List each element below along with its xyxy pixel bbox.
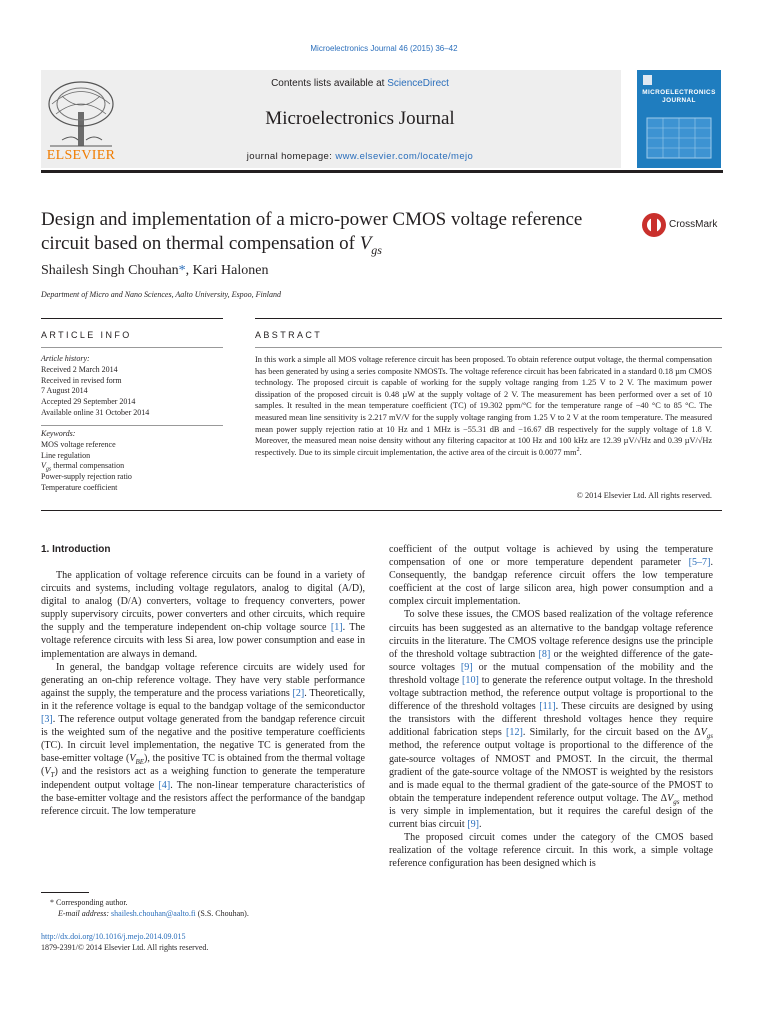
elsevier-wordmark: ELSEVIER (46, 148, 116, 163)
doi-link[interactable]: http://dx.doi.org/10.1016/j.mejo.2014.09.015 (41, 932, 186, 941)
abstract-text: In this work a simple all MOS voltage reference circuit has been proposed. To obtain reference output voltage, the thermal compensation has been generated by using a series composite NMOSTs. The voltage reference circuit has been fabricated in a standard 0.18 µm CMOS technology. The proposed circuit is capable of working for the supply voltage ranging from 1.25 V to 2 V. The maximum power dissipation of the proposed circuit is 0.48 µW at the supply voltage of 2 V. The measurement has been performed over a set of 10 samples. It resulted in the mean temperature coefficient (TC) of 19.302 ppm/°C for the temperature range of −40 °C to 85 °C. The measured mean line sensitivity is 2.217 mV/V for the supply voltage ranging from 1.25 V to 2 V at the room temperature. The measured mean power supply rejection ratio at 10 Hz and 1 MHz is −55.31 dB and −16.67 dB respectively for the supply voltage of 1.8 V. Moreover, the measured mean noise density without any filtering capacitor at 100 Hz and 100 kHz are 12.39 µV/√Hz and 0.39 µV/√Hz respectively. Due to its simple circuit implementation, the active area of the circuit is 0.0077 $mm^2$. (255, 355, 712, 457)
journal-title: Microelectronics Journal (265, 108, 455, 129)
body-left-column: The application of voltage reference circuits can be found in a variety of circuits and systems, including voltage regulators, analog to digital (A/D), digital to analog (D/A) converters, voltage to frequency converters, power supply supervisory circuits, power converters and other circuits, which require the supply and the temperature independent on-chip voltage source [1]. The voltage reference circuits with less Si area, low power consumption and ease in implementation are always in demand. In general, the bandgap voltage reference circuits are widely used for generating an on-chip reference voltage. They have very stable performance against the supply, the temperature and the process variations [2]. Theoretically, in it the reference voltage is equal to the bandgap voltage of the semiconductor [3]. The reference output voltage generated from the bandgap reference circuit is the weighted sum of the negative and the positive temperature coefficients (TC). In circuit level implementation, the negative TC is generated from the base-emitter voltage $(V_{BE})$, the positive TC is obtained from the thermal voltage $(V_T)$ and the resistors act as a weighing function to generate the temperature independent output voltage [4]. The non-linear temperature characteristics of the base-emitter voltage and the resistors affect the performance of the bandgap reference circuit. The low temperature (41, 570, 366, 817)
ref-9[interactable]: [9] (460, 661, 473, 673)
cover-chip-graphic (641, 114, 717, 164)
cover-logo-icon (643, 75, 652, 85)
info-rule (41, 318, 223, 319)
footnote: * Corresponding author. E-mail address: shailesh.chouhan@aalto.fi (S.S. Chouhan). (50, 898, 249, 918)
body-right-column: coefficient of the output voltage is achieved by using the temperature compensation of one or more temperature dependent parameter [5–7]. Consequently, the bandgap reference circuit offers the low temperature coefficient at the cost of large silicon area, high power consumption and a complex circuit implementation. To solve these issues, the CMOS based realization of the voltage reference circuits has been suggested as an alternative to the bandgap voltage reference circuits in the literature. The CMOS voltage reference designs use the principle of the threshold voltage subtraction [8] or the weighted difference of the gate-source voltages [9] or the mutual compensation of the mobility and the threshold voltage [10] to generate the reference output voltage. In the threshold voltage subtraction method, the reference output voltage is proportional to the difference of the threshold voltages [11]. These circuits are designed by using the transistors with the different threshold voltages hence they require additional fabrication steps [12]. Similarly, for the circuit based on the $\Delta V_{gs}$ method, the reference output voltage is proportional to the difference of the gate-source voltages of NMOST and PMOST. In the circuit, the thermal gradient of the gate-source voltage of the NMOST is weighted by the resistors and is made equal to the thermal gradient of the gate-source of the PMOST to obtain the temperature independent reference output voltage. The $\Delta V_{gs}$ method is very simple in implementation, but it requires the careful design of the current bias circuit [9]. The proposed circuit comes under the category of the CMOS based realization of the voltage reference circuit. In this work, a simple voltage reference configuration has been designed which is (389, 544, 714, 870)
contents-line: Contents lists available at ScienceDirect (271, 78, 449, 89)
journal-homepage: journal homepage: www.elsevier.com/locate/mejo (246, 151, 474, 162)
cover-title: MICROELECTRONICS JOURNAL (642, 89, 716, 104)
crossmark-icon (641, 210, 667, 240)
corresponding-author-mark[interactable]: * (178, 263, 186, 278)
author-email-link[interactable]: shailesh.chouhan@aalto.fi (111, 909, 196, 918)
info-subrule (41, 347, 223, 348)
ref-8[interactable]: [8] (538, 648, 551, 660)
section-introduction: 1. Introduction (41, 544, 111, 555)
ref-5-7[interactable]: [5–7] (688, 557, 711, 569)
header-rule (41, 170, 723, 173)
article-info-heading: ARTICLE INFO (41, 330, 132, 340)
affiliation: Department of Micro and Nano Sciences, Aalto University, Espoo, Finland (41, 290, 281, 299)
article-history: Article history: Received 2 March 2014 Received in revised form 7 August 2014 Accepted 29 September 2014 Available online 31 October 2014 (41, 354, 150, 417)
ref-3[interactable]: [3] (41, 714, 53, 726)
abstract-subrule (255, 347, 722, 348)
paper-title: Design and implementation of a micro-power CMOS voltage reference circuit based on thermal compensation of $V_{gs}$ (41, 209, 583, 257)
keywords-rule (41, 425, 223, 426)
sciencedirect-link[interactable]: ScienceDirect (387, 78, 449, 89)
journal-cover (637, 70, 721, 168)
keywords: Keywords: MOS voltage reference Line regulation $V_{gs}$ thermal compensation Power-supply rejection ratio Temperature coefficient (41, 429, 132, 492)
ref-11[interactable]: [11] (539, 701, 556, 713)
ref-1[interactable]: [1] (330, 622, 343, 634)
ref-9b[interactable]: [9] (467, 818, 479, 830)
issn-line: 1879-2391/© 2014 Elsevier Ltd. All rights reserved. (41, 943, 209, 952)
authors: Shailesh Singh Chouhan*, Kari Halonen (41, 263, 269, 278)
footnote-rule (41, 892, 89, 893)
crossmark-button[interactable]: CrossMark (641, 210, 721, 242)
ref-12[interactable]: [12] (506, 727, 523, 739)
abstract-heading: ABSTRACT (255, 330, 323, 340)
abstract-copyright: © 2014 Elsevier Ltd. All rights reserved. (576, 491, 712, 500)
ref-2[interactable]: [2] (292, 687, 305, 699)
abstract-rule (255, 318, 722, 319)
ref-4[interactable]: [4] (158, 779, 171, 791)
abstract-bottom-rule (41, 510, 722, 511)
homepage-link[interactable]: www.elsevier.com/locate/mejo (335, 151, 474, 162)
journal-reference[interactable]: Microelectronics Journal 46 (2015) 36–42 (310, 44, 458, 53)
ref-10[interactable]: [10] (462, 674, 479, 686)
